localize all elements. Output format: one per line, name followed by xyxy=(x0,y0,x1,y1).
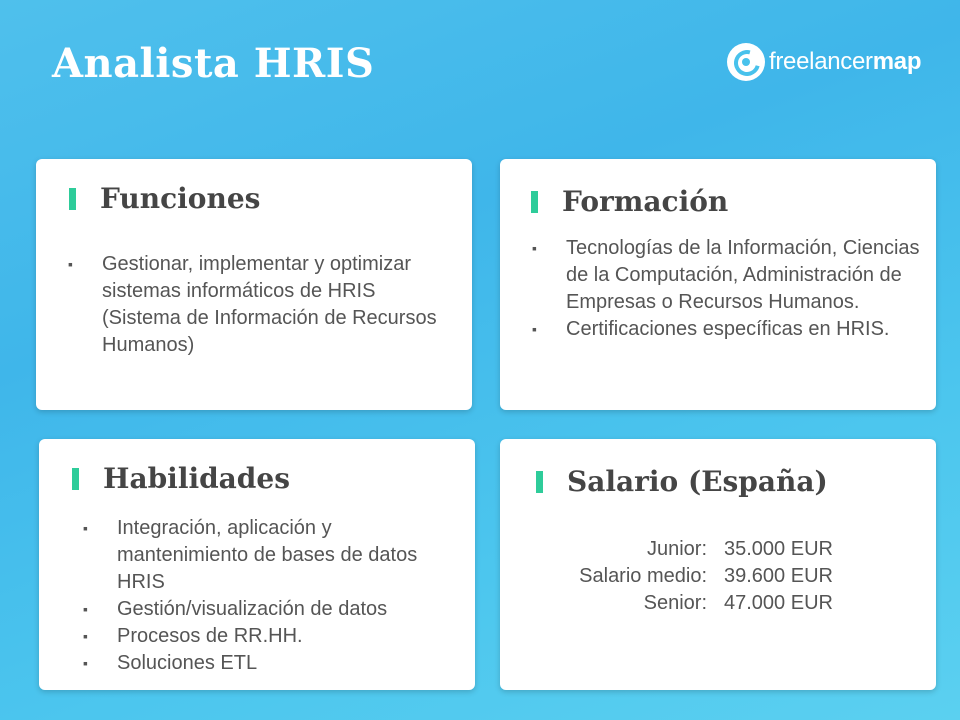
card-habilidades-header xyxy=(72,462,290,495)
list-item: ▪ Soluciones ETL xyxy=(83,650,453,677)
funciones-list xyxy=(68,251,448,359)
logo-icon xyxy=(727,43,765,81)
formacion-list xyxy=(532,235,922,343)
card-salario-header xyxy=(536,465,828,498)
accent-bar xyxy=(69,188,76,210)
salary-value: 39.600 EUR xyxy=(724,565,833,587)
salary-label: Salario medio: xyxy=(579,565,707,587)
freelancermap-logo[interactable] xyxy=(727,43,921,81)
logo-text-light: freelancer xyxy=(769,48,873,75)
page-title: Analista HRIS xyxy=(52,40,375,87)
accent-bar xyxy=(536,471,543,493)
card-habilidades-title: Habilidades xyxy=(103,462,290,495)
logo-text-bold: map xyxy=(872,48,922,75)
card-funciones-header xyxy=(69,182,260,215)
card-formacion-header xyxy=(531,185,728,218)
salary-label: Junior: xyxy=(646,538,707,560)
salary-value: 47.000 EUR xyxy=(724,592,833,614)
list-item: ▪ Gestión/visualización de datos xyxy=(83,596,453,623)
card-funciones-title: Funciones xyxy=(100,182,261,215)
card-salario-title: Salario (España) xyxy=(567,465,828,498)
card-salario xyxy=(500,439,936,690)
logo-text xyxy=(769,48,921,76)
salary-row-medio xyxy=(562,563,833,590)
card-habilidades xyxy=(39,439,475,690)
card-formacion xyxy=(500,159,936,410)
list-item: ▪ Integración, aplicación y mantenimiento de bases de datos HRIS xyxy=(83,515,453,596)
accent-bar xyxy=(531,191,538,213)
list-item: ▪ Certificaciones específicas en HRIS. xyxy=(532,316,922,343)
salary-row-junior xyxy=(562,536,833,563)
salary-value: 35.000 EUR xyxy=(724,538,833,560)
list-item: ▪ Gestionar, implementar y optimizar sistemas informáticos de HRIS (Sistema de Información de Recursos Humanos) xyxy=(68,251,448,359)
salary-label: Senior: xyxy=(643,592,707,614)
card-funciones xyxy=(36,159,472,410)
salary-table xyxy=(562,536,833,617)
list-item: ▪ Procesos de RR.HH. xyxy=(83,623,453,650)
accent-bar xyxy=(72,468,79,490)
habilidades-list xyxy=(83,515,453,677)
list-item: ▪ Tecnologías de la Información, Ciencias de la Computación, Administración de Empresas o Recursos Humanos. xyxy=(532,235,922,316)
card-formacion-title: Formación xyxy=(562,185,729,218)
salary-row-senior xyxy=(562,590,833,617)
